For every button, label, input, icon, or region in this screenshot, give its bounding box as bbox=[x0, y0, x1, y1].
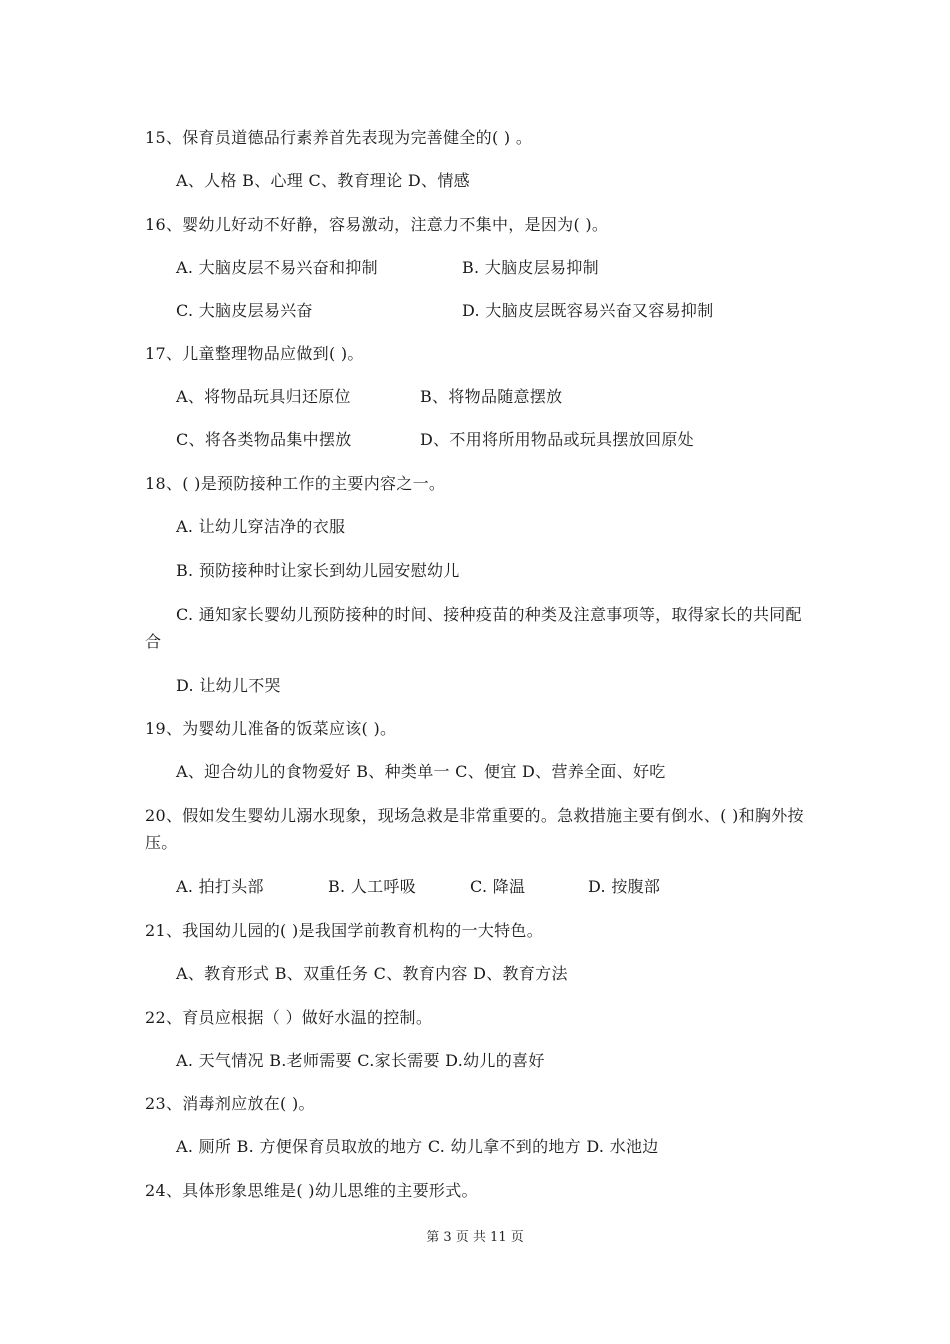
question-17-option-b: B、将物品随意摆放 bbox=[420, 387, 563, 406]
page-number-footer: 第 3 页 共 11 页 bbox=[426, 1230, 524, 1245]
question-18-option-c: C. 通知家长婴幼儿预防接种的时间、接种疫苗的种类及注意事项等，取得家长的共同配合 bbox=[145, 605, 802, 651]
question-20-option-c: C. 降温 bbox=[470, 877, 526, 896]
question-21-stem: 21、我国幼儿园的( )是我国学前教育机构的一大特色。 bbox=[145, 921, 544, 940]
question-22-options: A. 天气情况 B.老师需要 C.家长需要 D.幼儿的喜好 bbox=[176, 1051, 545, 1070]
question-17-option-c: C、将各类物品集中摆放 bbox=[176, 430, 352, 449]
question-16-option-c: C. 大脑皮层易兴奋 bbox=[176, 301, 313, 320]
question-20-option-a: A. 拍打头部 bbox=[176, 877, 264, 896]
question-23-stem: 23、消毒剂应放在( )。 bbox=[145, 1094, 315, 1113]
question-19-options: A、迎合幼儿的食物爱好 B、种类单一 C、便宜 D、营养全面、好吃 bbox=[176, 762, 666, 781]
question-20-option-b: B. 人工呼吸 bbox=[328, 877, 417, 896]
question-18-option-d: D. 让幼儿不哭 bbox=[176, 676, 281, 695]
question-16-option-a: A. 大脑皮层不易兴奋和抑制 bbox=[176, 258, 378, 277]
question-16-stem: 16、婴幼儿好动不好静，容易激动，注意力不集中，是因为( )。 bbox=[145, 215, 609, 234]
question-17-stem: 17、儿童整理物品应做到( )。 bbox=[145, 344, 364, 363]
question-15-options: A、人格 B、心理 C、教育理论 D、情感 bbox=[176, 171, 470, 190]
question-17-option-d: D、不用将所用物品或玩具摆放回原处 bbox=[420, 430, 694, 449]
question-18-stem: 18、( )是预防接种工作的主要内容之一。 bbox=[145, 474, 446, 493]
question-16-option-d: D. 大脑皮层既容易兴奋又容易抑制 bbox=[462, 301, 714, 320]
question-20-option-d: D. 按腹部 bbox=[588, 877, 661, 896]
question-23-options: A. 厕所 B. 方便保育员取放的地方 C. 幼儿拿不到的地方 D. 水池边 bbox=[176, 1137, 659, 1156]
question-18-option-a: A. 让幼儿穿洁净的衣服 bbox=[176, 517, 346, 536]
question-20-stem: 20、假如发生婴幼儿溺水现象，现场急救是非常重要的。急救措施主要有倒水、( )和胸外按压。 bbox=[145, 806, 804, 852]
question-21-options: A、教育形式 B、双重任务 C、教育内容 D、教育方法 bbox=[176, 964, 568, 983]
question-16-option-b: B. 大脑皮层易抑制 bbox=[462, 258, 599, 277]
question-18-option-b: B. 预防接种时让家长到幼儿园安慰幼儿 bbox=[176, 561, 460, 580]
question-17-option-a: A、将物品玩具归还原位 bbox=[176, 387, 351, 406]
question-22-stem: 22、育员应根据（ ）做好水温的控制。 bbox=[145, 1008, 433, 1027]
question-24-stem: 24、具体形象思维是( )幼儿思维的主要形式。 bbox=[145, 1181, 478, 1200]
question-15-stem: 15、保育员道德品行素养首先表现为完善健全的( ) 。 bbox=[145, 128, 533, 147]
question-19-stem: 19、为婴幼儿准备的饭菜应该( )。 bbox=[145, 719, 397, 738]
